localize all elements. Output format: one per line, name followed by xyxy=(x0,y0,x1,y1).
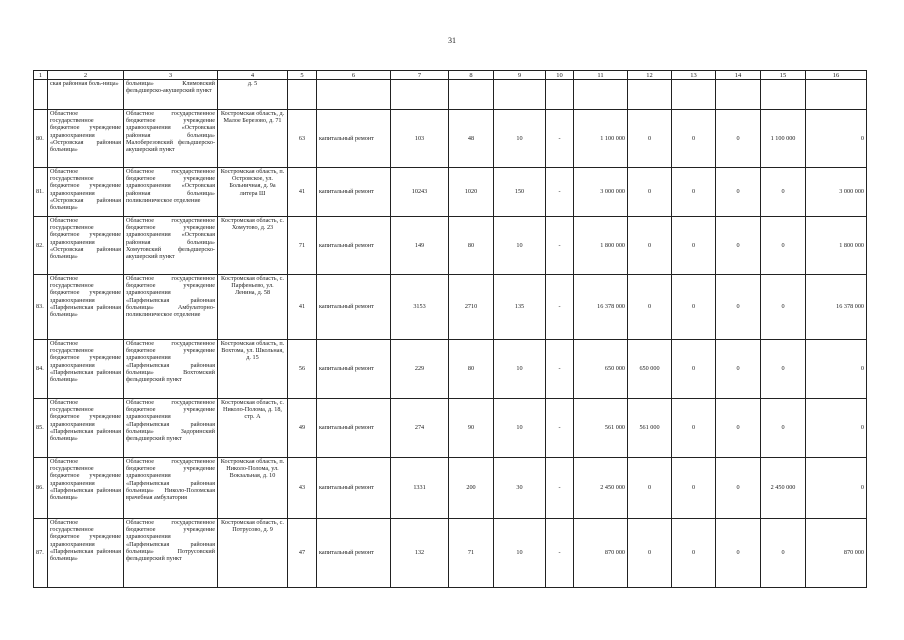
cell-address: Костромская область, с. Хомутово, д. 23 xyxy=(218,217,288,275)
cell-address: д. 5 xyxy=(218,80,288,110)
cell-c14: 0 xyxy=(716,519,761,588)
cell-no: 87. xyxy=(34,519,48,588)
cell-c13: 0 xyxy=(672,399,716,458)
cell-owner: ская районная боль-ница» xyxy=(48,80,124,110)
table-row xyxy=(34,519,867,588)
cell-object: Областное государственное бюджетное учреждение здравоохранения «Парфеньевская районная больница» Потрусовский фельдшерский пункт xyxy=(124,519,218,588)
cell-c14: 0 xyxy=(716,168,761,217)
cell-c10: - xyxy=(546,519,574,588)
program-table xyxy=(33,70,867,588)
cell-c9: 150 xyxy=(494,168,546,217)
cell-work: капитальный ремонт xyxy=(317,399,391,458)
cell-10 xyxy=(546,80,574,110)
cell-c12: 0 xyxy=(628,275,672,340)
cell-no: 83. xyxy=(34,275,48,340)
cell-address: Костромская область, с. Парфеньево, ул. Ленина, д. 58 xyxy=(218,275,288,340)
cell-c10: - xyxy=(546,399,574,458)
cell-c16: 0 xyxy=(806,340,867,399)
cell-c14: 0 xyxy=(716,399,761,458)
cell-7 xyxy=(391,80,449,110)
cell-c5: 43 xyxy=(288,458,317,519)
cell-owner: Областное государственное бюджетное учреждение здравоохранения «Парфеньевская районная больница» xyxy=(48,275,124,340)
header-cell: 15 xyxy=(761,71,806,80)
cell-object: Областное государственное бюджетное учреждение здравоохранения «Островская районная больница» Хомутовский фельдшерско-акушерский пункт xyxy=(124,217,218,275)
header-cell: 7 xyxy=(391,71,449,80)
cell-no: 80. xyxy=(34,110,48,168)
header-cell: 12 xyxy=(628,71,672,80)
cell-no: 84. xyxy=(34,340,48,399)
table-row xyxy=(34,458,867,519)
cell-c12: 0 xyxy=(628,110,672,168)
table-row xyxy=(34,340,867,399)
cell-c12: 0 xyxy=(628,458,672,519)
cell-c16: 0 xyxy=(806,399,867,458)
cell-c5: 71 xyxy=(288,217,317,275)
header-cell: 14 xyxy=(716,71,761,80)
table-row xyxy=(34,110,867,168)
cell-c14: 0 xyxy=(716,217,761,275)
cell-c16: 0 xyxy=(806,458,867,519)
cell-c14: 0 xyxy=(716,275,761,340)
cell-c16: 3 000 000 xyxy=(806,168,867,217)
cell-c16: 1 800 000 xyxy=(806,217,867,275)
cell-13 xyxy=(672,80,716,110)
cell-c15: 0 xyxy=(761,217,806,275)
cell-c11: 2 450 000 xyxy=(574,458,628,519)
cell-11 xyxy=(574,80,628,110)
cell-c7: 149 xyxy=(391,217,449,275)
cell-owner: Областное государственное бюджетное учреждение здравоохранения «Парфеньевская районная больница» xyxy=(48,519,124,588)
cell-c5: 41 xyxy=(288,275,317,340)
cell-c7: 10243 xyxy=(391,168,449,217)
header-cell: 16 xyxy=(806,71,867,80)
cell-c11: 1 100 000 xyxy=(574,110,628,168)
cell-c8: 2710 xyxy=(449,275,494,340)
cell-c10: - xyxy=(546,275,574,340)
cell-c9: 10 xyxy=(494,399,546,458)
cell-c13: 0 xyxy=(672,217,716,275)
cell-c5: 49 xyxy=(288,399,317,458)
page-number: 31 xyxy=(448,36,456,45)
cell-c15: 0 xyxy=(761,275,806,340)
cell-owner: Областное государственное бюджетное учреждение здравоохранения «Парфеньевская районная больница» xyxy=(48,340,124,399)
header-cell: 4 xyxy=(218,71,288,80)
cell-c5: 41 xyxy=(288,168,317,217)
cell-c5: 47 xyxy=(288,519,317,588)
cell-c8: 80 xyxy=(449,340,494,399)
cell-c9: 10 xyxy=(494,519,546,588)
header-row xyxy=(34,71,867,80)
header-cell: 5 xyxy=(288,71,317,80)
cell-c15: 0 xyxy=(761,519,806,588)
header-cell: 9 xyxy=(494,71,546,80)
continuation-row xyxy=(34,80,867,110)
header-cell: 6 xyxy=(317,71,391,80)
cell-address: Костромская область, д. Малое Березово, д. 71 xyxy=(218,110,288,168)
cell-c12: 0 xyxy=(628,217,672,275)
header-cell: 8 xyxy=(449,71,494,80)
cell-c12: 0 xyxy=(628,519,672,588)
cell-c10: - xyxy=(546,168,574,217)
cell-c8: 90 xyxy=(449,399,494,458)
cell-c15: 2 450 000 xyxy=(761,458,806,519)
cell-c9: 10 xyxy=(494,340,546,399)
cell-object: Областное государственное бюджетное учреждение здравоохранения «Парфеньевская районная больница» Задоринский фельдшерский пункт xyxy=(124,399,218,458)
cell-owner: Областное государственное бюджетное учреждение здравоохранения «Парфеньевская районная больница» xyxy=(48,399,124,458)
cell-c8: 48 xyxy=(449,110,494,168)
cell-no: 85. xyxy=(34,399,48,458)
cell-work: капитальный ремонт xyxy=(317,275,391,340)
cell-12 xyxy=(628,80,672,110)
cell-no: 86. xyxy=(34,458,48,519)
cell-c7: 1331 xyxy=(391,458,449,519)
cell-object: больница» Климовский фельдшерско-акушерский пункт xyxy=(124,80,218,110)
cell-16 xyxy=(806,80,867,110)
cell-address: Костромская область, с. Потрусово, д. 9 xyxy=(218,519,288,588)
cell-c5: 63 xyxy=(288,110,317,168)
cell-owner: Областное государственное бюджетное учреждение здравоохранения «Островская районная больница» xyxy=(48,110,124,168)
header-cell: 13 xyxy=(672,71,716,80)
cell-c9: 135 xyxy=(494,275,546,340)
cell-c11: 870 000 xyxy=(574,519,628,588)
header-cell: 1 xyxy=(34,71,48,80)
cell-c11: 1 800 000 xyxy=(574,217,628,275)
header-cell: 2 xyxy=(48,71,124,80)
cell-work: капитальный ремонт xyxy=(317,110,391,168)
cell-work: капитальный ремонт xyxy=(317,458,391,519)
cell-c13: 0 xyxy=(672,110,716,168)
table-row xyxy=(34,399,867,458)
header-cell: 11 xyxy=(574,71,628,80)
cell-address: Костромская область, п. Островское, ул. Больничная, д. 9а литера Ш xyxy=(218,168,288,217)
cell-owner: Областное государственное бюджетное учреждение здравоохранения «Островская районная больница» xyxy=(48,217,124,275)
cell-c13: 0 xyxy=(672,168,716,217)
cell-c7: 274 xyxy=(391,399,449,458)
cell-15 xyxy=(761,80,806,110)
cell-c9: 10 xyxy=(494,217,546,275)
table-row xyxy=(34,217,867,275)
cell-address: Костромская область, п. Вохтома, ул. Школьная, д. 15 xyxy=(218,340,288,399)
cell-address: Костромская область, с. Николо-Полома, д. 18, стр. А xyxy=(218,399,288,458)
cell-c10: - xyxy=(546,110,574,168)
cell-c8: 80 xyxy=(449,217,494,275)
cell-work: капитальный ремонт xyxy=(317,217,391,275)
cell-c16: 870 000 xyxy=(806,519,867,588)
cell-object: Областное государственное бюджетное учреждение здравоохранения «Парфеньевская районная больница» Вохтомский фельдшерский пункт xyxy=(124,340,218,399)
cell-owner: Областное государственное бюджетное учреждение здравоохранения «Островская районная больница» xyxy=(48,168,124,217)
cell-c15: 0 xyxy=(761,399,806,458)
cell-c10: - xyxy=(546,340,574,399)
cell-c13: 0 xyxy=(672,519,716,588)
cell-c15: 1 100 000 xyxy=(761,110,806,168)
cell-5 xyxy=(288,80,317,110)
cell-object: Областное государственное бюджетное учреждение здравоохранения «Островская районная больница» поликлиническое отделение xyxy=(124,168,218,217)
cell-c12: 650 000 xyxy=(628,340,672,399)
cell-c9: 10 xyxy=(494,110,546,168)
cell-c7: 132 xyxy=(391,519,449,588)
cell-address: Костромская область, п. Николо-Полома, ул. Вокзальная, д. 10 xyxy=(218,458,288,519)
cell-c7: 103 xyxy=(391,110,449,168)
cell-no: 82. xyxy=(34,217,48,275)
cell-c8: 200 xyxy=(449,458,494,519)
cell-1 xyxy=(34,80,48,110)
header-cell: 3 xyxy=(124,71,218,80)
cell-c5: 56 xyxy=(288,340,317,399)
cell-c7: 229 xyxy=(391,340,449,399)
header-cell: 10 xyxy=(546,71,574,80)
cell-object: Областное государственное бюджетное учреждение здравоохранения «Парфеньевская районная больница» Амбулаторно-поликлиническое отделение xyxy=(124,275,218,340)
cell-work: капитальный ремонт xyxy=(317,168,391,217)
cell-c11: 3 000 000 xyxy=(574,168,628,217)
cell-9 xyxy=(494,80,546,110)
cell-c13: 0 xyxy=(672,458,716,519)
cell-c13: 0 xyxy=(672,275,716,340)
cell-no: 81. xyxy=(34,168,48,217)
cell-14 xyxy=(716,80,761,110)
cell-c10: - xyxy=(546,217,574,275)
cell-c15: 0 xyxy=(761,168,806,217)
table-row xyxy=(34,275,867,340)
cell-c12: 0 xyxy=(628,168,672,217)
cell-c8: 1020 xyxy=(449,168,494,217)
table-row xyxy=(34,168,867,217)
cell-object: Областное государственное бюджетное учреждение здравоохранения «Парфеньевская районная больница» Николо-Поломская врачебная амбулатория xyxy=(124,458,218,519)
cell-c14: 0 xyxy=(716,340,761,399)
cell-c11: 16 378 000 xyxy=(574,275,628,340)
cell-work: капитальный ремонт xyxy=(317,340,391,399)
cell-8 xyxy=(449,80,494,110)
cell-c10: - xyxy=(546,458,574,519)
cell-c13: 0 xyxy=(672,340,716,399)
cell-c8: 71 xyxy=(449,519,494,588)
cell-c9: 30 xyxy=(494,458,546,519)
cell-c16: 0 xyxy=(806,110,867,168)
cell-c7: 3153 xyxy=(391,275,449,340)
cell-owner: Областное государственное бюджетное учреждение здравоохранения «Парфеньевская районная больница» xyxy=(48,458,124,519)
cell-c11: 561 000 xyxy=(574,399,628,458)
cell-c15: 0 xyxy=(761,340,806,399)
cell-c11: 650 000 xyxy=(574,340,628,399)
cell-work: капитальный ремонт xyxy=(317,519,391,588)
cell-c12: 561 000 xyxy=(628,399,672,458)
cell-6 xyxy=(317,80,391,110)
cell-c14: 0 xyxy=(716,110,761,168)
cell-c14: 0 xyxy=(716,458,761,519)
cell-c16: 16 378 000 xyxy=(806,275,867,340)
cell-object: Областное государственное бюджетное учреждение здравоохранения «Островская районная больница» Малоберезовский фельдшерско-акушерский пункт xyxy=(124,110,218,168)
